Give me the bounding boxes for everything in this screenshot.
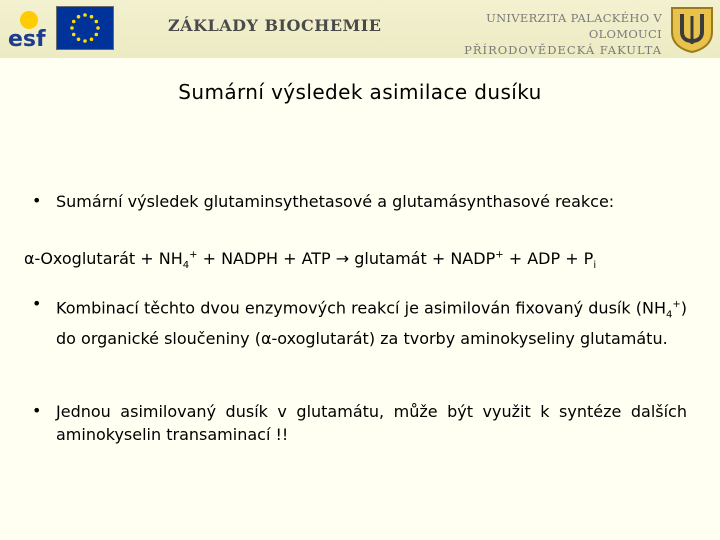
esf-logo-text: esf [8, 27, 46, 50]
equation-pi-sub: i [593, 260, 597, 272]
esf-logo [6, 6, 52, 50]
university-line1: UNIVERZITA PALACKÉHO V OLOMOUCI [486, 11, 662, 41]
equation-nh-sup: + [189, 249, 198, 261]
equation-part4: + ADP + P [503, 249, 594, 268]
course-title: ZÁKLADY BIOCHEMIE [168, 16, 382, 35]
header-banner [0, 0, 720, 58]
bullet-marker: • [32, 191, 42, 210]
university-line2: PŘÍRODOVĚDECKÁ FAKULTA [464, 43, 662, 57]
equation-nh-sub: 4 [182, 260, 190, 272]
slide-title: Sumární výsledek asimilace dusíku [178, 80, 542, 104]
reaction-equation [24, 249, 596, 271]
bullet-2-text: Kombinací těchto dvou enzymových reakcí je asimilován fixovaný dusík $(NH_4^+)$ do organické sloučeniny (α-oxoglutarát) za tvorby aminokyseliny glutamátu. [56, 298, 687, 348]
bullet-1-text: Sumární výsledek glutaminsythetasové a glutamásynthasové reakce: [56, 192, 615, 211]
eu-flag-icon [56, 6, 114, 50]
bullet-marker: • [32, 401, 42, 420]
equation-nadp-sup: + [495, 249, 504, 261]
bullet-marker: • [32, 294, 42, 313]
equation-part2: + NADPH + ATP [197, 249, 336, 268]
equation-alpha: α [24, 249, 35, 268]
university-name [412, 10, 662, 58]
reaction-arrow-icon: → [335, 249, 350, 268]
bullet-3-text: Jednou asimilovaný dusík v glutamátu, může být využit k syntéze dalších aminokyselin transaminací !! [56, 402, 687, 444]
equation-part3: glutamát + NADP [349, 249, 496, 268]
upol-logo [668, 4, 716, 54]
equation-part1: -Oxoglutarát + NH [34, 249, 183, 268]
